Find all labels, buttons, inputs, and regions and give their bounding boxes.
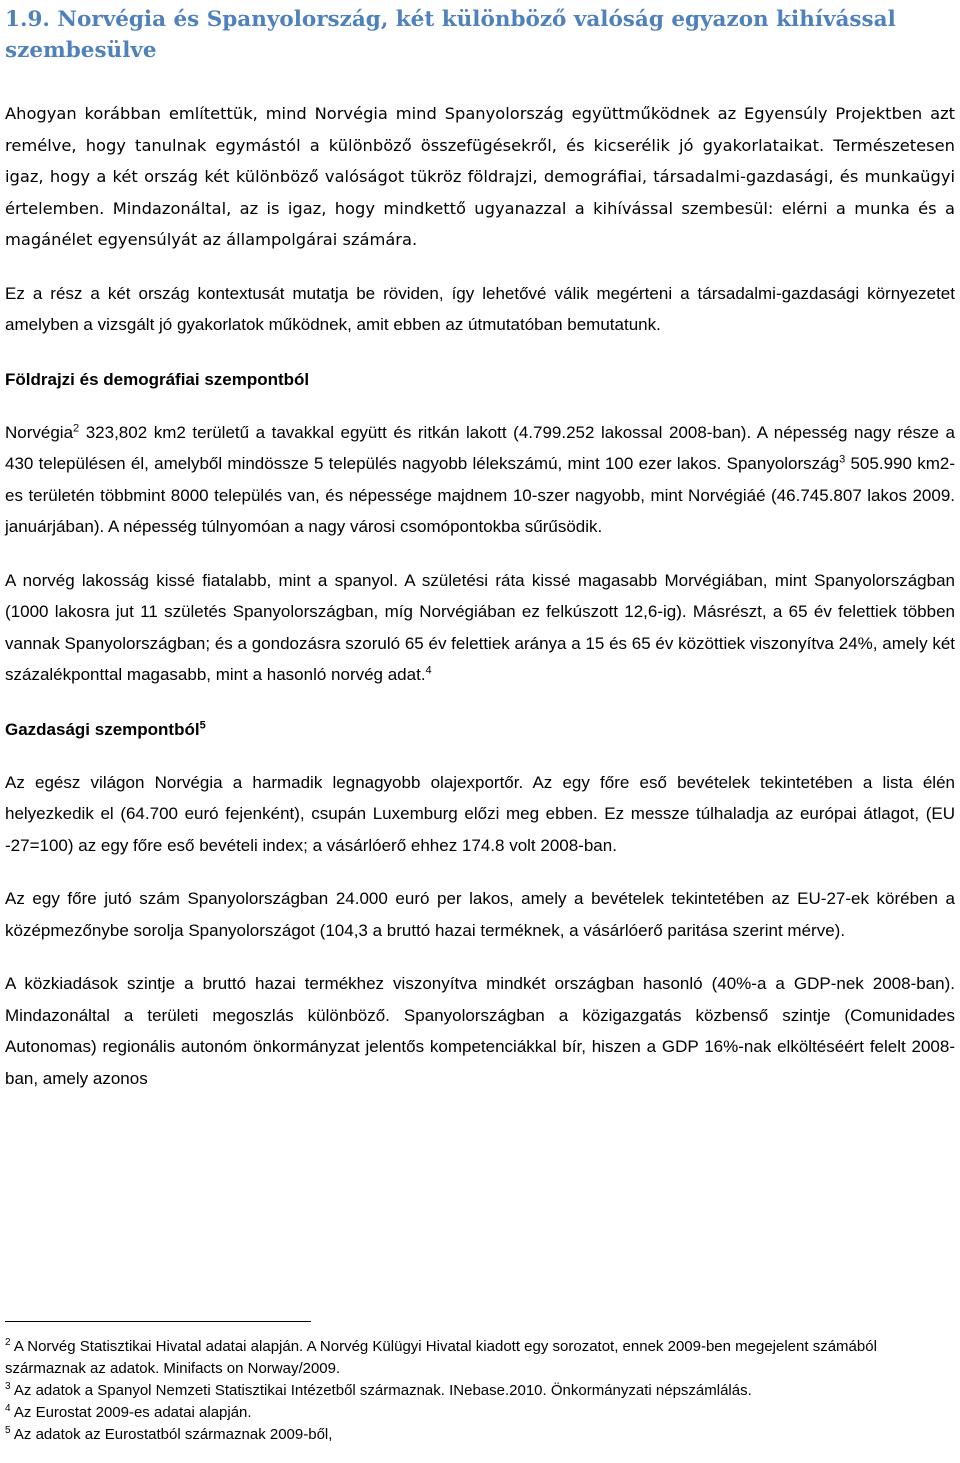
footnote-separator <box>5 1321 311 1322</box>
spacer <box>5 66 955 98</box>
heading-economy-text: Gazdasági szempontból <box>5 719 200 739</box>
footnote-ref-2: 2 <box>73 421 80 434</box>
geography-text-2: 505.990 km2-es területén többmint 8000 település van, és népessége majdnem 10-szer nagyobb, mint Norvégiáé (46.745.807 lakos 2009. januárjában). A népesség túlnyomóan a nagy városi csomópontokba sűrűsödik. <box>5 454 955 536</box>
footnote-number: 2 <box>5 1337 11 1348</box>
paragraph-geography <box>5 417 955 543</box>
paragraph-intro <box>5 98 955 256</box>
spacer <box>5 691 955 714</box>
footnote-3 <box>5 1380 955 1402</box>
spacer <box>5 543 955 565</box>
footnotes <box>5 1321 955 1446</box>
document-page <box>5 0 955 1094</box>
paragraph-intro-part2: Természetesen igaz, hogy a két ország két különböző valóságot tükröz földrajzi, demográfiai, társadalmi-gazdasági, és munkaügyi értelemben. Mindazonáltal, az is igaz, hogy mindkettő ugyanazzal a kihívással szembesül: elérni a munka és a magánélet egyensúlyát az állampolgárai számára. <box>5 135 955 249</box>
spacer <box>5 395 955 417</box>
spacer <box>5 341 955 364</box>
footnote-ref-4: 4 <box>425 664 432 677</box>
section-title: 1.9. Norvégia és Spanyolország, két különböző valóság egyazon kihívással szembesülve <box>5 7 896 63</box>
spacer <box>5 745 955 767</box>
footnote-ref-3: 3 <box>839 453 846 466</box>
footnote-ref-5: 5 <box>199 718 206 731</box>
footnote-number: 4 <box>5 1403 11 1414</box>
heading-geography: Földrajzi és demográfiai szempontból <box>5 369 310 389</box>
footnote-5 <box>5 1424 955 1446</box>
spacer <box>5 256 955 278</box>
demography-text: A norvég lakosság kissé fiatalabb, mint a spanyol. A születési ráta kissé magasabb Morvégiában, mint Spanyolországban (1000 lakosra jut 11 születés Spanyolországban, míg Norvégiában ez felkúszott 12,6-ig). Másrészt, a 65 év felettiek többen vannak Spanyolországban; és a gondozásra szoruló 65 év felettiek aránya a 15 és 65 év közöttiek viszonyítva 24%, amely két százalékponttal magasabb, mint a hasonló norvég adat. <box>5 570 955 684</box>
footnote-text: A Norvég Statisztikai Hivatal adatai alapján. A Norvég Külügyi Hivatal kiadott egy sorozatot, ennek 2009-ben megejelent számából származnak az adatok. Minifacts on Norway/2009. <box>5 1338 877 1377</box>
footnote-number: 5 <box>5 1425 11 1436</box>
footnote-number: 3 <box>5 1381 11 1392</box>
footnote-text: Az Eurostat 2009-es adatai alapján. <box>10 1404 252 1421</box>
paragraph-spain-economy: Az egy főre jutó szám Spanyolországban 24.000 euró per lakos, amely a bevételek tekintetében az EU-27-ek körében a középmezőnybe sorolja Spanyolországot (104,3 a bruttó hazai terméknek, a vásárlóerő paritása szerint mérve). <box>5 889 955 940</box>
paragraph-norway-economy: Az egész világon Norvégia a harmadik legnagyobb olajexportőr. Az egy főre eső bevételek tekintetében a lista élén helyezkedik el (64.700 euró fejenként), csupán Luxemburg előzi meg ebben. Ez messze túlhaladja az európai átlagot, (EU -27=100) az egy főre eső bevételi index; a vásárlóerő ehhez 174.8 volt 2008-ban. <box>5 772 955 855</box>
footnote-text: Az adatok a Spanyol Nemzeti Statisztikai Intézetből származnak. INebase.2010. Önkormányzati népszámlálás. <box>10 1382 752 1399</box>
norway-label: Norvégia <box>5 422 74 442</box>
paragraph-context: Ez a rész a két ország kontextusát mutatja be röviden, így lehetővé válik megérteni a társadalmi-gazdasági környezetet amelyben a vizsgált jó gyakorlatok működnek, amit ebben az útmutatóban bemutatunk. <box>5 283 955 334</box>
footnote-2 <box>5 1336 955 1380</box>
geography-text-1: 323,802 km2 területű a tavakkal együtt és ritkán lakott (4.799.252 lakossal 2008-ban). A népesség nagy része a 430 településen él, amelyből mindössze 5 település nagyobb lélekszámú, mint 100 ezer lakos. Spanyolország <box>5 422 955 473</box>
paragraph-public-spending: A közkiadások szintje a bruttó hazai termékhez viszonyítva mindkét országban hasonló (40%-a a GDP-nek 2008-ban). Mindazonáltal a területi megoszlás különböző. Spanyolországban a közigazgatás közbenső szintje (Comunidades Autonomas) regionális autonóm önkormányzat jelentős kompetenciákkal bír, hiszen a GDP 16%-nak elköltéséért felelt 2008-ban, amely azonos <box>5 974 955 1088</box>
spacer <box>5 861 955 883</box>
heading-economy <box>5 714 955 745</box>
footnote-text: Az adatok az Eurostatból származnak 2009-ből, <box>10 1426 333 1443</box>
spacer <box>5 946 955 968</box>
footnote-4 <box>5 1402 955 1424</box>
paragraph-intro-part1: Ahogyan korábban említettük, mind Norvégia mind Spanyolország együttműködnek az Egyensúly Projektben azt remélve, hogy tanulnak egymástól a különböző összefügésekről, és kicserélik jó gyakorlataikat. <box>5 104 955 155</box>
paragraph-demography <box>5 565 955 691</box>
